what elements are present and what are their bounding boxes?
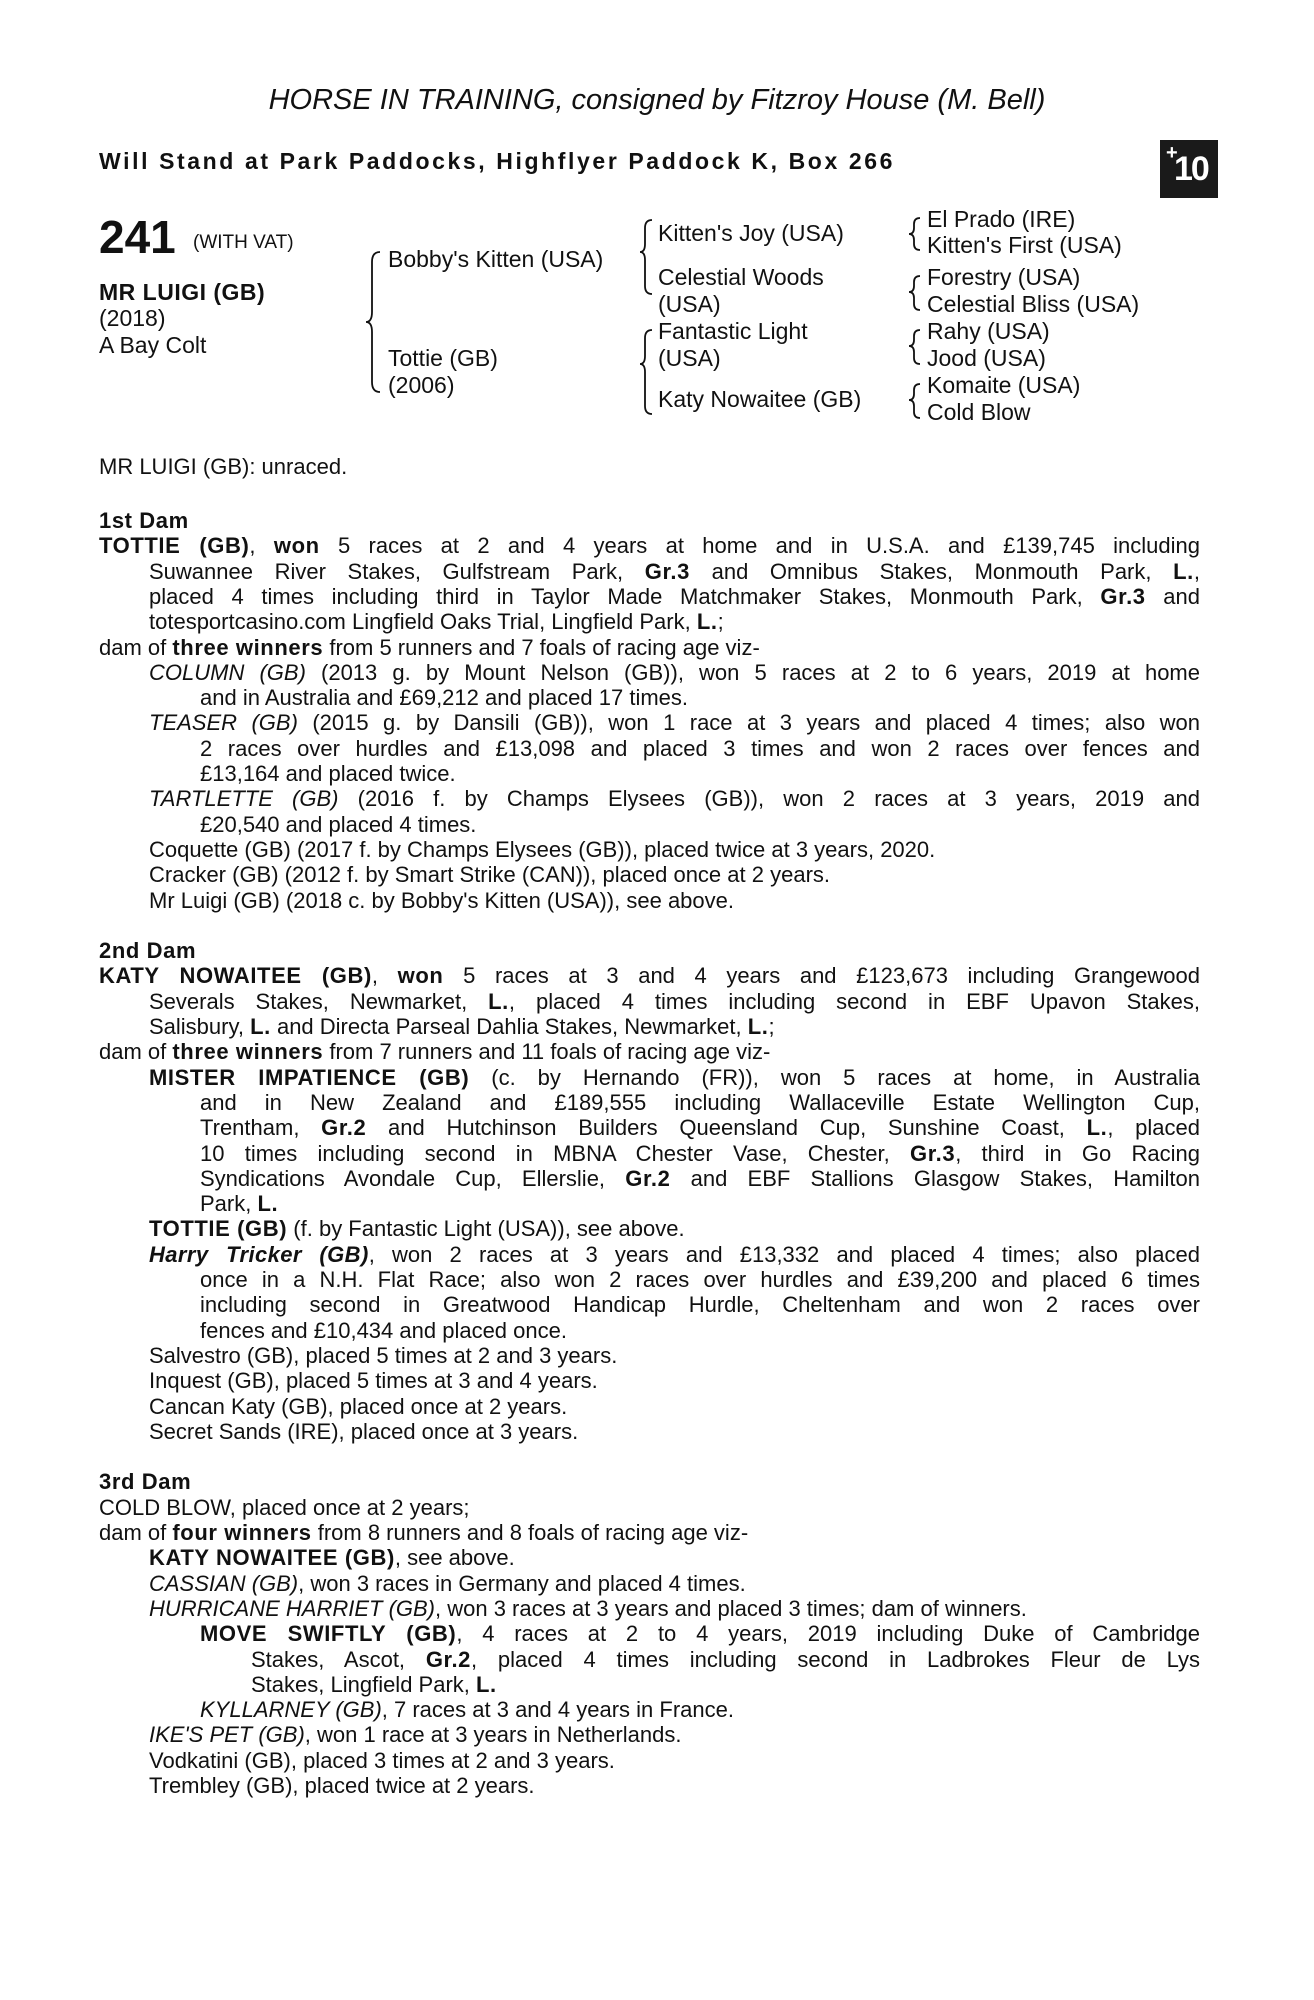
text-run: from 7 runners and 11 foals of racing age viz- <box>323 1039 771 1065</box>
text-run: COLD BLOW, placed once at 2 years; <box>99 1494 470 1520</box>
bold-run: Gr.3 <box>644 558 690 584</box>
text-line <box>149 1242 1200 1267</box>
section-heading <box>99 938 1200 963</box>
grandparent-1: El Prado (IRE) <box>927 206 1076 232</box>
bold-run: won <box>397 963 444 989</box>
text-run: and in New Zealand and £189,555 including Wallaceville Estate Wellington Cup, <box>200 1089 1200 1115</box>
text-line <box>200 736 1200 761</box>
text-run: dam of <box>99 634 173 660</box>
text-line <box>149 1545 1200 1570</box>
text-run: and EBF Stallions Glasgow Stakes, Hamilton <box>670 1165 1201 1191</box>
bold-run: three winners <box>172 1039 324 1065</box>
text-line <box>149 1419 1200 1444</box>
text-line <box>99 533 1200 558</box>
sire-dam-2: (USA) <box>658 291 721 317</box>
text-line <box>149 1216 1200 1241</box>
text-run: and Directa Parseal Dahlia Stakes, Newmarket, <box>270 1014 748 1039</box>
text-line <box>200 1267 1200 1292</box>
grandparent-7: Komaite (USA) <box>927 372 1081 398</box>
text-line <box>149 1596 1200 1621</box>
text-run: 5 races at 2 and 4 years at home and in U.S.A. and £139,745 including <box>319 533 1201 559</box>
text-line <box>149 1394 1200 1419</box>
text-run: Stakes, Ascot, <box>251 1646 426 1672</box>
text-line <box>200 1697 1200 1722</box>
grandparent-2: Kitten's First (USA) <box>927 232 1122 258</box>
grandparent-5: Rahy (USA) <box>927 318 1050 344</box>
text-line <box>99 1495 1200 1520</box>
text-line <box>99 1039 1200 1064</box>
text-run: Salvestro (GB), placed 5 times at 2 and 3 years. <box>149 1342 618 1368</box>
text-run: , see above. <box>394 1545 515 1571</box>
text-line <box>149 888 1200 913</box>
text-run: 10 times including second in MBNA Chester Vase, Chester, <box>200 1140 910 1166</box>
text-line <box>200 1621 1200 1646</box>
page-title: HORSE IN TRAINING, consigned by Fitzroy House (M. Bell) <box>268 84 1046 116</box>
brace-g2 <box>909 276 920 310</box>
bold-run: won <box>273 533 320 559</box>
brace-g4 <box>909 384 920 418</box>
text-run: from 8 runners and 8 foals of racing age viz- <box>311 1520 749 1545</box>
text-line <box>149 786 1200 811</box>
vat-note: (WITH VAT) <box>193 232 294 253</box>
text-run: placed 4 times including third in Taylor Made Matchmaker Stakes, Monmouth Park, <box>149 583 1101 609</box>
text-run: Trentham, <box>200 1115 322 1141</box>
text-run: , won 2 races at 3 years and £13,332 and placed 4 times; also placed <box>368 1241 1200 1267</box>
pedigree-braces <box>0 0 1314 440</box>
italic-run: HURRICANE HARRIET (GB) <box>149 1595 436 1621</box>
text-run: and Hutchinson Builders Queensland Cup, Sunshine Coast, <box>366 1115 1087 1141</box>
bold-run: MISTER IMPATIENCE (GB) <box>149 1064 470 1090</box>
sire: Bobby's Kitten (USA) <box>388 246 604 272</box>
bold-run: KATY NOWAITEE (GB) <box>99 963 372 989</box>
text-run: , <box>1193 558 1201 584</box>
bold-run: TOTTIE (GB) <box>149 1216 288 1242</box>
text-run: , placed <box>1107 1115 1200 1141</box>
text-run: , won 3 races in Germany and placed 4 times. <box>298 1570 746 1596</box>
text-run: , <box>249 533 274 559</box>
bold-run: four winners <box>172 1520 312 1545</box>
text-run: Secret Sands (IRE), placed once at 3 years. <box>149 1418 579 1444</box>
text-run: (f. by Fantastic Light (USA)), see above. <box>287 1216 685 1242</box>
text-run: Suwannee River Stakes, Gulfstream Park, <box>149 558 645 584</box>
bold-run: Gr.2 <box>425 1646 472 1672</box>
italic-run: TEASER (GB) <box>149 710 298 736</box>
text-run: , third in Go Racing <box>955 1140 1200 1166</box>
text-line <box>149 1748 1200 1773</box>
text-run: totesportcasino.com Lingfield Oaks Trial, Lingfield Park, <box>149 609 697 635</box>
bold-run: 1st Dam <box>99 508 189 533</box>
text-line <box>149 559 1200 584</box>
grandparent-4: Celestial Bliss (USA) <box>927 291 1140 317</box>
text-run: , placed 4 times including second in Ladbrokes Fleur de Lys <box>471 1646 1200 1672</box>
italic-run: COLUMN (GB) <box>149 659 306 685</box>
text-run: , placed 4 times including second in EBF Upavon Stakes, <box>508 988 1200 1014</box>
text-line <box>149 1343 1200 1368</box>
grandparent-3: Forestry (USA) <box>927 264 1081 290</box>
bold-run: Gr.2 <box>321 1115 367 1141</box>
text-line <box>149 1773 1200 1798</box>
section-heading <box>99 508 1200 533</box>
dam-sire-1: Fantastic Light <box>658 318 808 344</box>
brace-g3 <box>909 330 920 364</box>
brace-dam <box>640 330 652 414</box>
bold-run: L. <box>1173 558 1194 584</box>
text-run: (2013 g. by Mount Nelson (GB)), won 5 races at 2 to 6 years, 2019 at home <box>305 659 1200 685</box>
italic-run: KYLLARNEY (GB) <box>200 1697 382 1723</box>
text-line <box>200 812 1200 837</box>
text-line <box>149 1368 1200 1393</box>
text-line <box>99 963 1200 988</box>
race-record: MR LUIGI (GB): unraced. <box>99 454 348 479</box>
text-line <box>149 710 1200 735</box>
text-run: £13,164 and placed twice. <box>200 761 456 786</box>
brace-sire <box>640 220 652 294</box>
grandparent-6: Jood (USA) <box>927 345 1046 371</box>
bold-run: Harry Tricker (GB) <box>149 1241 369 1267</box>
bold-run: Gr.2 <box>625 1165 671 1191</box>
text-run: (2016 f. by Champs Elysees (GB)), won 2 races at 3 years, 2019 and <box>338 786 1200 812</box>
text-run: , won 1 race at 3 years in Netherlands. <box>304 1722 682 1748</box>
sire-sire: Kitten's Joy (USA) <box>658 220 844 246</box>
italic-run: CASSIAN (GB) <box>149 1570 299 1596</box>
bold-run: 3rd Dam <box>99 1469 192 1495</box>
text-line <box>200 1166 1200 1191</box>
bold-run: L. <box>257 1191 279 1217</box>
bold-run: Gr.3 <box>909 1140 956 1166</box>
text-run: dam of <box>99 1039 173 1065</box>
text-line <box>200 1090 1200 1115</box>
text-line <box>200 1318 1200 1343</box>
grandparent-8: Cold Blow <box>927 399 1031 425</box>
text-run: Coquette (GB) (2017 f. by Champs Elysees (GB)), placed twice at 3 years, 2020. <box>149 836 936 862</box>
text-line <box>251 1647 1200 1672</box>
text-line <box>149 1014 1200 1039</box>
text-run: Park, <box>200 1191 258 1217</box>
text-run: (2015 g. by Dansili (GB)), won 1 race at 3 years and placed 4 times; also won <box>297 710 1201 736</box>
text-run: including second in Greatwood Handicap Hurdle, Cheltenham and won 2 races over <box>200 1292 1200 1318</box>
text-line <box>149 1065 1200 1090</box>
bold-run: L. <box>747 1014 769 1039</box>
text-line <box>99 1520 1200 1545</box>
text-run: ; <box>717 609 724 635</box>
text-line <box>149 584 1200 609</box>
bold-run: three winners <box>172 634 324 660</box>
section-heading <box>99 1469 1200 1494</box>
text-run: Stakes, Lingfield Park, <box>251 1671 477 1697</box>
text-run: Syndications Avondale Cup, Ellerslie, <box>200 1165 626 1191</box>
italic-run: TARTLETTE (GB) <box>149 786 339 812</box>
text-run: Salisbury, <box>149 1014 251 1039</box>
bold-run: L. <box>1086 1115 1108 1141</box>
text-run: , 7 races at 3 and 4 years in France. <box>381 1697 734 1723</box>
stand-location: Will Stand at Park Paddocks, Highflyer Paddock K, Box 266 <box>99 148 896 174</box>
bold-run: Gr.3 <box>1100 583 1146 609</box>
text-line <box>200 1292 1200 1317</box>
text-line <box>200 761 1200 786</box>
bold-run: L. <box>476 1671 497 1697</box>
text-run: once in a N.H. Flat Race; also won 2 races over hurdles and £39,200 and placed 6 times <box>200 1267 1200 1292</box>
bold-run: TOTTIE (GB) <box>99 533 250 559</box>
text-run: Vodkatini (GB), placed 3 times at 2 and 3 years. <box>149 1747 615 1773</box>
horse-name: MR LUIGI (GB) <box>99 279 266 305</box>
text-line <box>149 1722 1200 1747</box>
badge-plus: + <box>1166 142 1176 164</box>
brace-gen1 <box>366 252 380 392</box>
bold-run: MOVE SWIFTLY (GB) <box>200 1621 457 1647</box>
bold-run: 2nd Dam <box>99 938 197 964</box>
horse-year: (2018) <box>99 305 166 331</box>
text-line <box>99 635 1200 660</box>
bold-run: L. <box>250 1014 271 1039</box>
text-run: Trembley (GB), placed twice at 2 years. <box>149 1773 535 1798</box>
badge-number: 10 <box>1174 150 1208 188</box>
dam-year: (2006) <box>388 372 455 398</box>
bold-run: KATY NOWAITEE (GB) <box>149 1545 395 1571</box>
text-line <box>149 660 1200 685</box>
text-run: Mr Luigi (GB) (2018 c. by Bobby's Kitten (USA)), see above. <box>149 887 734 913</box>
text-run: Inquest (GB), placed 5 times at 3 and 4 years. <box>149 1368 598 1394</box>
lot-number: 241 <box>99 211 176 263</box>
text-line <box>149 862 1200 887</box>
text-run: 5 races at 3 and 4 years and £123,673 including Grangewood <box>443 963 1200 989</box>
text-line <box>149 1571 1200 1596</box>
dam-sire-2: (USA) <box>658 345 721 371</box>
text-line <box>251 1672 1200 1697</box>
text-line <box>149 989 1200 1014</box>
italic-run: IKE'S PET (GB) <box>149 1722 305 1748</box>
text-run: and in Australia and £69,212 and placed 17 times. <box>200 685 689 711</box>
text-line <box>149 609 1200 634</box>
text-run: , 4 races at 2 to 4 years, 2019 including Duke of Cambridge <box>456 1621 1200 1647</box>
bold-run: L. <box>488 988 509 1014</box>
text-line <box>200 1115 1200 1140</box>
text-run: £20,540 and placed 4 times. <box>200 811 477 837</box>
brace-g1 <box>909 218 920 250</box>
text-run: ; <box>768 1014 775 1039</box>
text-run: (c. by Hernando (FR)), won 5 races at home, in Australia <box>469 1064 1200 1090</box>
text-line <box>149 837 1200 862</box>
dam-dam: Katy Nowaitee (GB) <box>658 386 862 412</box>
text-run: dam of <box>99 1520 173 1545</box>
horse-description: A Bay Colt <box>99 332 207 358</box>
text-run: from 5 runners and 7 foals of racing age viz- <box>323 634 760 660</box>
text-run: 2 races over hurdles and £13,098 and placed 3 times and won 2 races over fences and <box>200 735 1200 761</box>
text-line <box>200 1141 1200 1166</box>
text-run: and <box>1145 583 1200 609</box>
text-run: , won 3 races at 3 years and placed 3 times; dam of winners. <box>435 1595 1027 1621</box>
text-run: fences and £10,434 and placed once. <box>200 1317 567 1343</box>
text-line <box>200 685 1200 710</box>
text-run: , <box>371 963 398 989</box>
text-line <box>200 1191 1200 1216</box>
dam-name: Tottie (GB) <box>388 345 498 371</box>
text-run: Cancan Katy (GB), placed once at 2 years. <box>149 1393 568 1419</box>
text-run: Cracker (GB) (2012 f. by Smart Strike (CAN)), placed once at 2 years. <box>149 862 831 888</box>
text-run: Severals Stakes, Newmarket, <box>149 988 489 1014</box>
text-run: and Omnibus Stakes, Monmouth Park, <box>689 558 1174 584</box>
bold-run: L. <box>696 609 718 635</box>
sire-dam-1: Celestial Woods <box>658 264 824 290</box>
